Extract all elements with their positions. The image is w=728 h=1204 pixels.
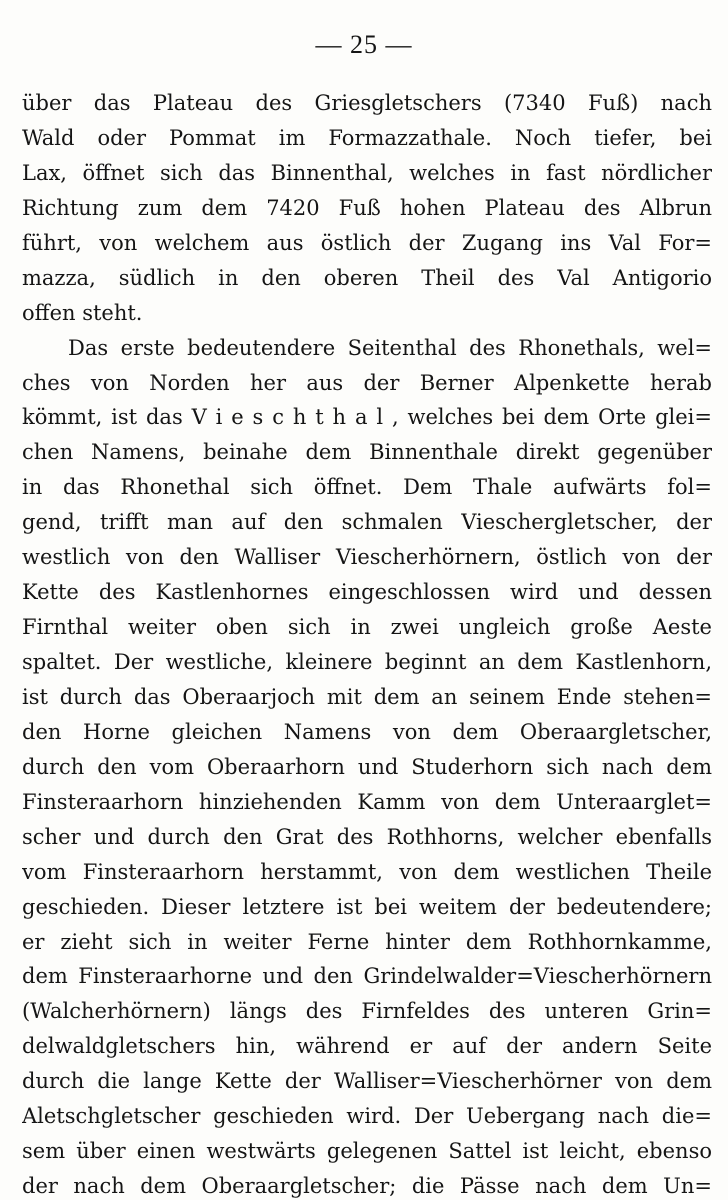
text-line: führt, von welchem aus östlich der Zugang ins Val For= xyxy=(22,230,712,255)
text-line: durch den vom Oberaarhorn und Studerhorn sich nach dem xyxy=(22,754,712,779)
text-line: Wald oder Pommat im Formazzathale. Noch tiefer, bei xyxy=(22,125,712,150)
text-line: offen steht. xyxy=(22,300,143,325)
text-line: Firnthal weiter oben sich in zwei ungleich große Aeste xyxy=(22,615,712,640)
text-line: in das Rhonethal sich öffnet. Dem Thale aufwärts fol= xyxy=(22,475,712,500)
page-number: — 25 — xyxy=(315,30,413,59)
text-line: sem über einen westwärts gelegenen Sattel ist leicht, ebenso xyxy=(22,1139,712,1164)
text-line: Aletschgletscher geschieden wird. Der Uebergang nach die= xyxy=(22,1104,712,1129)
text-line: delwaldgletschers hin, während er auf der andern Seite xyxy=(22,1034,712,1059)
text-line: ches von Norden her aus der Berner Alpenkette herab xyxy=(22,370,712,395)
text-line: Kette des Kastlenhornes eingeschlossen wird und dessen xyxy=(22,580,712,605)
text-line: Richtung zum dem 7420 Fuß hohen Plateau des Albrun xyxy=(22,195,712,220)
text-line: geschieden. Dieser letztere ist bei weitem der bedeutendere; xyxy=(22,894,712,919)
text-line: den Horne gleichen Namens von dem Oberaargletscher, xyxy=(22,719,712,744)
text-line: er zieht sich in weiter Ferne hinter dem Rothhornkamme, xyxy=(22,929,712,954)
text-line: scher und durch den Grat des Rothhorns, welcher ebenfalls xyxy=(22,824,712,849)
text-line: der nach dem Oberaargletscher; die Pässe nach dem Un= xyxy=(22,1174,712,1199)
text-line: Finsteraarhorn hinziehenden Kamm von dem Unteraarglet= xyxy=(22,789,712,814)
text-line: ist durch das Oberaarjoch mit dem an seinem Ende stehen= xyxy=(22,684,712,709)
text-line: spaltet. Der westliche, kleinere beginnt an dem Kastlenhorn, xyxy=(22,650,712,674)
text-line: durch die lange Kette der Walliser=Viescherhörner von dem xyxy=(22,1069,712,1094)
body-text xyxy=(22,86,712,1204)
text-line: über das Plateau des Griesgletschers (7340 Fuß) nach xyxy=(22,91,712,115)
text-line: westlich von den Walliser Viescherhörnern, östlich von der xyxy=(22,545,712,570)
text-line: kömmt, ist das V i e s c h t h a l , welches bei dem Orte glei= xyxy=(22,405,712,430)
text-line: gend, trifft man auf den schmalen Vieschergletscher, der xyxy=(22,510,712,535)
text-line: vom Finsteraarhorn herstammt, von dem westlichen Theile xyxy=(22,859,712,884)
text-line: chen Namens, beinahe dem Binnenthale direkt gegenüber xyxy=(22,440,712,465)
text-line: dem Finsteraarhorne und den Grindelwalder=Viescherhörnern xyxy=(22,964,712,989)
text-line: (Walcherhörnern) längs des Firnfeldes des unteren Grin= xyxy=(22,999,712,1024)
text-line: Das erste bedeutendere Seitenthal des Rhonethals, wel= xyxy=(68,335,712,360)
text-line: mazza, südlich in den oberen Theil des Val Antigorio xyxy=(22,265,712,290)
text-line: Lax, öffnet sich das Binnenthal, welches in fast nördlicher xyxy=(22,160,712,185)
